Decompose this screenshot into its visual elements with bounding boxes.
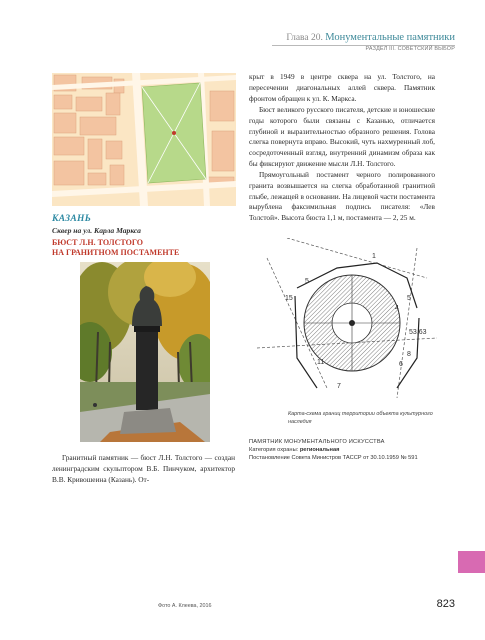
location-map — [52, 73, 236, 206]
photo-credit: Фото А. Клеева, 2016 — [158, 603, 212, 609]
boundary-label-6: 11 — [317, 359, 325, 366]
right-paragraph-3: Прямоугольный постамент черного полированного гранита возвышается на слегка обработанной гранитной глыбе, лежащей в основании. На лицевой части постамента вырублена факсимильная подпись писателя: «Лев Толстой». Высота бюста 1,1 м, постамента — 2, 25 м. — [249, 170, 435, 223]
category-value: региональная — [299, 447, 340, 453]
boundary-label-10: 7 — [337, 383, 341, 390]
section-label: РАЗДЕЛ III. СОВЕТСКИЙ ВЫБОР — [365, 46, 455, 52]
monument-type: ПАМЯТНИК МОНУМЕНТАЛЬНОГО ИСКУССТВА — [249, 439, 385, 445]
boundary-label-9: 1 — [372, 253, 376, 260]
boundary-label-7: 53,63 — [409, 329, 427, 336]
boundary-label-4: 8 — [407, 351, 411, 358]
boundary-label-8: 5 — [305, 278, 309, 285]
left-paragraph: Гранитный памятник — бюст Л.Н. Толстого — создан ленинградским скульптором В.Б. Пинчуком, архитектор В.В. Кривошеина (Казань). От- — [52, 453, 235, 484]
boundary-map — [257, 238, 437, 410]
section-tab — [458, 551, 485, 573]
chapter-header — [286, 32, 455, 43]
protection-category — [249, 446, 449, 454]
city-name: КАЗАНЬ — [52, 214, 92, 224]
map-caption: Карта-схема границ территории объекта культурного наследия — [288, 411, 433, 425]
address: Сквер на ул. Карла Маркса — [52, 226, 141, 235]
chapter-number: Глава 20. — [286, 33, 323, 43]
page-number: 823 — [436, 598, 455, 610]
right-paragraph-2: Бюст великого русского писателя, детские и юношеские годы которого были связаны с Казанью, отличается глубиной и выразительностью образного решения. Голова слегка повернута вправо. Высокий, чуть нахмуренный лоб, сосредоточенный взгляд, внутренний динамизм образа как бы фиксируют движение мысли Л.Н. Толстого. — [249, 105, 435, 168]
monument-photo — [80, 262, 210, 442]
protection-info — [249, 438, 449, 462]
boundary-label-2: 5 — [407, 295, 411, 302]
right-paragraph-1: крыт в 1949 в центре сквера на ул. Толстого, на пересечении диагональных аллей сквера. Памятник фронтом обращен к ул. К. Маркса. — [249, 72, 435, 103]
boundary-label-5: 6 — [399, 361, 403, 368]
decree: Постановление Совета Министров ТАССР от 30.10.1959 № 591 — [249, 455, 418, 461]
category-label: Категория охраны: — [249, 447, 300, 453]
boundary-label-3: 4 — [395, 305, 399, 312]
chapter-title: Монументальные памятники — [325, 32, 455, 43]
boundary-label-1: 15 — [285, 295, 293, 302]
object-title-line2: НА ГРАНИТНОМ ПОСТАМЕНТЕ — [52, 248, 180, 257]
object-title — [52, 238, 242, 258]
object-title-line1: БЮСТ Л.Н. ТОЛСТОГО — [52, 238, 143, 247]
